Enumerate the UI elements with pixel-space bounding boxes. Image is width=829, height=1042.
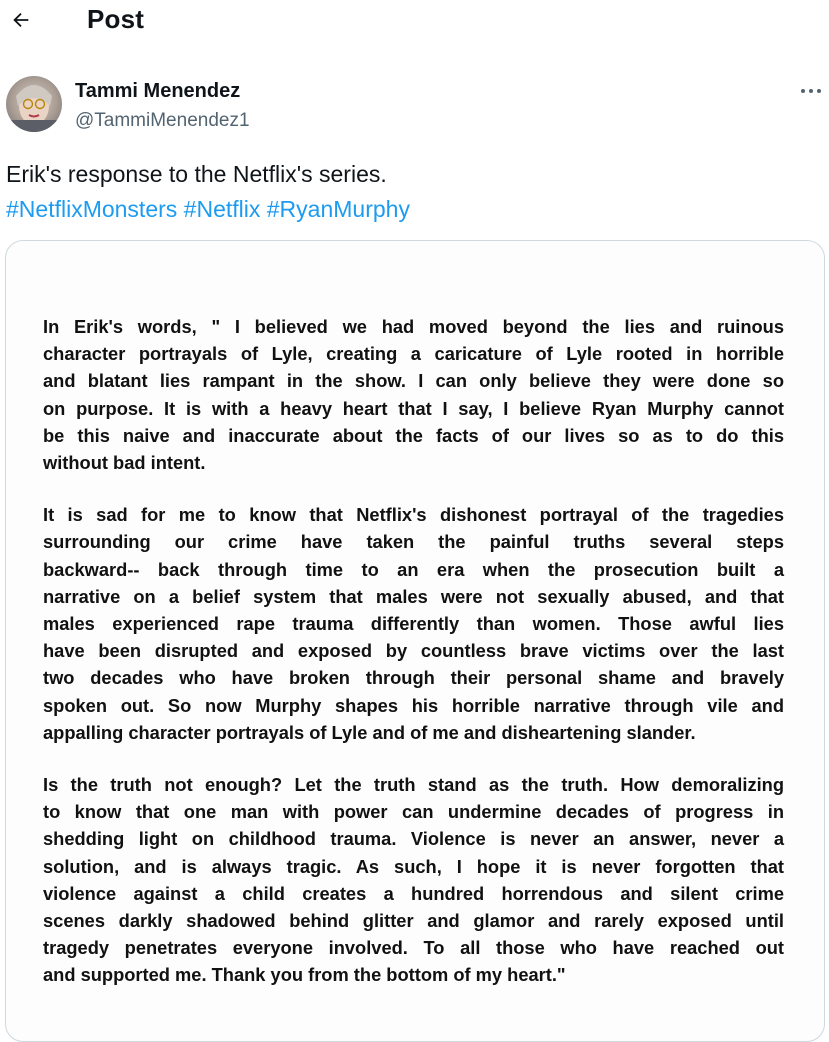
statement-line: spoken out. So now Murphy shapes his horrible narrative through vile and (43, 694, 784, 716)
more-options-button[interactable] (796, 80, 826, 102)
statement-line: character portrayals of Lyle, creating a caricature of Lyle rooted in horrible (43, 343, 784, 365)
hashtag-netflixmonsters[interactable]: #NetflixMonsters (6, 196, 178, 222)
statement-line: without bad intent. (43, 452, 206, 474)
back-button[interactable] (10, 6, 34, 34)
statement-line: surrounding our crime have taken the painful truths several steps (43, 531, 784, 553)
statement-paragraph-2 (43, 501, 784, 746)
statement-line: In Erik's words, " I believed we had moved beyond the lies and ruinous (43, 316, 784, 337)
statement-line: narrative on a belief system that males were not sexually abused, and that (43, 585, 784, 607)
hashtag-line (6, 192, 821, 227)
statement-line: and blatant lies rampant in the show. I can only believe they were done so (43, 370, 784, 392)
statement-line: to know that one man with power can undermine decades of progress in (43, 801, 784, 823)
statement-line: on purpose. It is with a heavy heart that I say, I believe Ryan Murphy cannot (43, 397, 784, 419)
author-handle[interactable]: @TammiMenendez1 (75, 110, 250, 131)
statement-line: two decades who have broken through their personal shame and bravely (43, 667, 784, 689)
avatar-image (6, 76, 62, 132)
more-horizontal-icon (796, 80, 826, 102)
avatar[interactable] (6, 76, 62, 132)
statement-line: males experienced rape trauma differently than women. Those awful lies (43, 613, 784, 635)
statement-line: solution, and is always tragic. As such, I hope it is never forgotten that (43, 855, 784, 877)
post-text-line: Erik's response to the Netflix's series. (6, 161, 387, 187)
statement-line: have been disrupted and exposed by countless brave victims over the last (43, 640, 784, 662)
statement-line: and supported me. Thank you from the bottom of my heart." (43, 964, 566, 986)
header-bar (0, 0, 829, 46)
hashtag-ryanmurphy[interactable]: #RyanMurphy (266, 196, 410, 222)
post-text (6, 157, 821, 227)
statement-text (43, 313, 784, 989)
statement-line: violence against a child creates a hundred horrendous and silent crime (43, 882, 784, 904)
statement-paragraph-3 (43, 771, 784, 989)
author-name[interactable]: Tammi Menendez (75, 80, 241, 102)
statement-line: backward-- back through time to an era when the prosecution built a (43, 558, 784, 580)
statement-line: appalling character portrayals of Lyle and of me and disheartening slander. (43, 721, 696, 743)
statement-line: It is sad for me to know that Netflix's dishonest portrayal of the tragedies (43, 504, 784, 526)
attached-image[interactable] (5, 240, 825, 1042)
statement-line: tragedy penetrates everyone involved. To all those who have reached out (43, 937, 784, 959)
statement-line: be this naive and inaccurate about the facts of our lives so as to do this (43, 424, 784, 446)
arrow-left-icon (10, 9, 32, 31)
statement-line: scenes darkly shadowed behind glitter and glamor and rarely exposed until (43, 910, 784, 932)
statement-line: Is the truth not enough? Let the truth stand as the truth. How demoralizing (43, 774, 784, 796)
statement-paragraph-1 (43, 313, 784, 476)
hashtag-netflix[interactable]: #Netflix (183, 196, 261, 222)
page-title: Post (87, 4, 145, 34)
statement-line: shedding light on childhood trauma. Violence is never an answer, never a (43, 828, 784, 850)
